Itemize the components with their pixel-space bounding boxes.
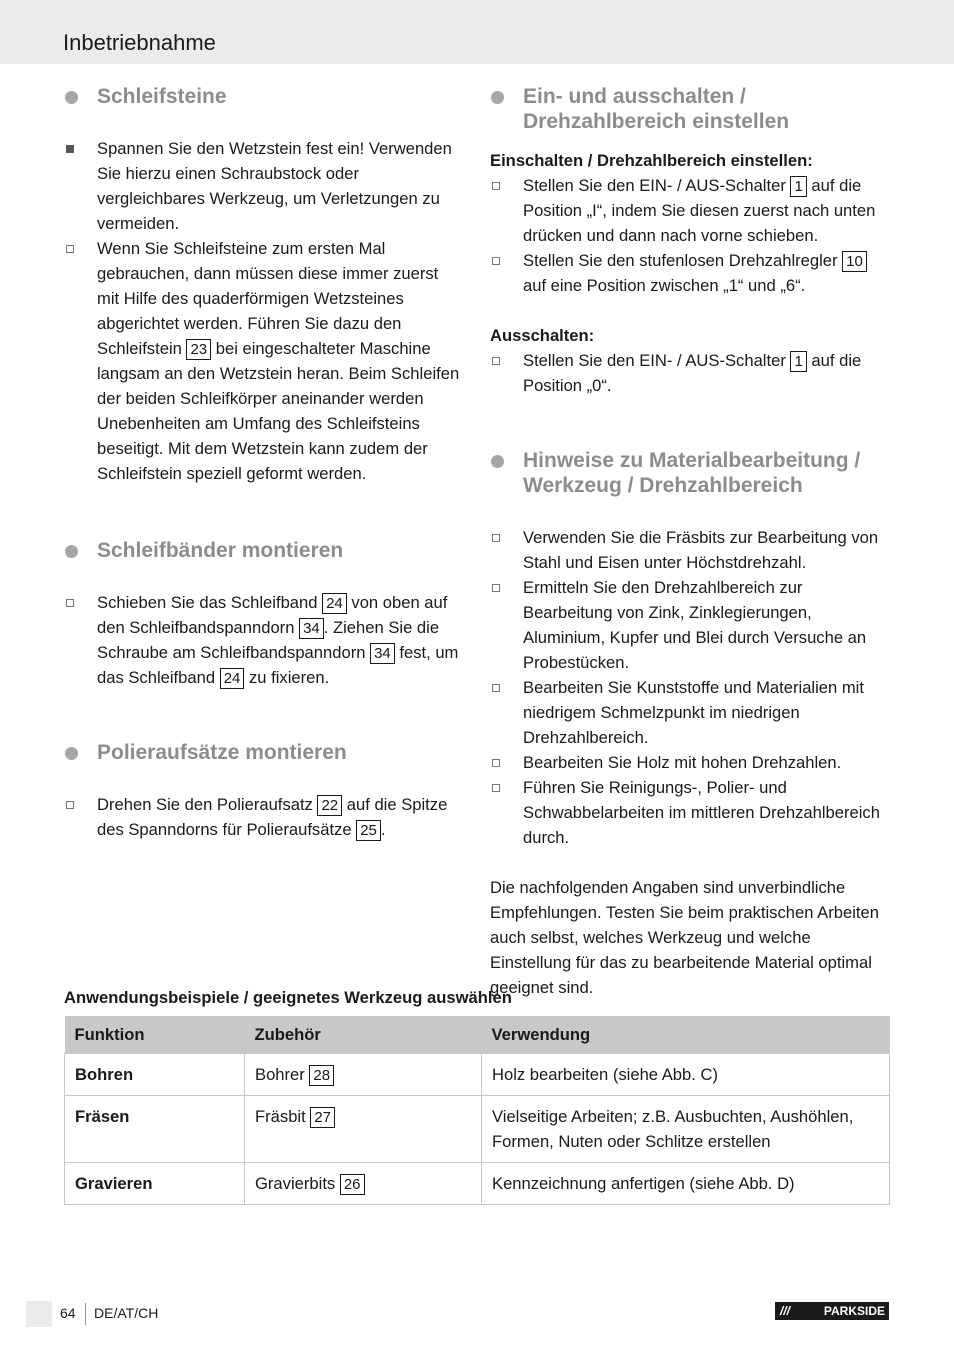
- part-ref: 24: [220, 668, 245, 689]
- column-header: Verwendung: [482, 1016, 890, 1054]
- page-header: [0, 0, 954, 64]
- bullet-dot-icon: [491, 91, 504, 104]
- page-title: Inbetriebnahme: [63, 30, 216, 55]
- part-ref: 23: [186, 339, 211, 360]
- list-item: Verwenden Sie die Fräsbits zur Bearbeitung von Stahl und Eisen unter Höchstdrehzahl.: [490, 525, 890, 575]
- square-bullet-icon: [492, 534, 500, 542]
- left-column: [64, 84, 464, 842]
- list-item: Stellen Sie den EIN- / AUS-Schalter 1 auf die Position „0“.: [490, 348, 890, 398]
- filled-square-bullet-icon: [66, 145, 74, 153]
- subheading-ausschalten: Ausschalten:: [490, 326, 595, 345]
- list-schleifsteine: [64, 136, 464, 486]
- right-column: [490, 84, 890, 1000]
- part-ref: 1: [790, 351, 806, 372]
- square-bullet-icon: [492, 182, 500, 190]
- cell-funktion: Bohren: [65, 1054, 245, 1096]
- part-ref: 22: [317, 795, 342, 816]
- part-ref: 28: [309, 1065, 334, 1086]
- part-ref: 25: [356, 820, 381, 841]
- cell-zubehoer: Fräsbit 27: [245, 1096, 482, 1163]
- subheading-einschalten: Einschalten / Drehzahlbereich einstellen:: [490, 151, 813, 170]
- table-row: [65, 1163, 890, 1205]
- column-header: Zubehör: [245, 1016, 482, 1054]
- list-item: Wenn Sie Schleifsteine zum ersten Mal gebrauchen, dann müssen diese immer zuerst mit Hilfe des quaderförmigen Wetzsteines abgerichtet werden. Führen Sie dazu den Schleifstein 23 bei eingeschalteter Maschine langsam an den Wetzstein heran. Beim Schleifen der beiden Schleifkörper aneinander werden Unebenheiten am Umfang des Schleifsteins beseitigt. Mit dem Wetzstein kann zudem der Schleifstein speziell geformt werden.: [64, 236, 464, 486]
- part-ref: 27: [310, 1107, 335, 1128]
- part-ref: 24: [322, 593, 347, 614]
- bullet-dot-icon: [65, 747, 78, 760]
- list-item: Spannen Sie den Wetzstein fest ein! Verwenden Sie hierzu einen Schraubstock oder vergleichbares Werkzeug, um Verletzungen zu vermeiden.: [64, 136, 464, 236]
- cell-zubehoer: Bohrer 28: [245, 1054, 482, 1096]
- footer-language: DE/AT/CH: [94, 1305, 159, 1321]
- square-bullet-icon: [66, 801, 74, 809]
- square-bullet-icon: [66, 245, 74, 253]
- square-bullet-icon: [492, 684, 500, 692]
- cell-zubehoer: Gravierbits 26: [245, 1163, 482, 1205]
- square-bullet-icon: [492, 759, 500, 767]
- cell-verwendung: Vielseitige Arbeiten; z.B. Ausbuchten, Aushöhlen, Formen, Nuten oder Schlitze erstellen: [482, 1096, 890, 1163]
- part-ref: 34: [370, 643, 395, 664]
- bullet-dot-icon: [491, 455, 504, 468]
- square-bullet-icon: [492, 584, 500, 592]
- footer-box: [26, 1301, 52, 1327]
- page-number: 64: [60, 1305, 76, 1321]
- cell-funktion: Gravieren: [65, 1163, 245, 1205]
- square-bullet-icon: [66, 599, 74, 607]
- part-ref: 26: [340, 1174, 365, 1195]
- table-row: [65, 1096, 890, 1163]
- footer-divider: [85, 1303, 86, 1325]
- part-ref: 34: [299, 618, 324, 639]
- list-item: Stellen Sie den stufenlosen Drehzahlregler 10 auf eine Position zwischen „1“ und „6“.: [490, 248, 890, 298]
- bullet-dot-icon: [65, 91, 78, 104]
- list-item: Schieben Sie das Schleifband 24 von oben auf den Schleifbandspanndorn 34 . Ziehen Sie die Schraube am Schleifbandspanndorn 34 fest, um das Schleifband 24 zu fixieren.: [64, 590, 464, 690]
- cell-verwendung: Kennzeichnung anfertigen (siehe Abb. D): [482, 1163, 890, 1205]
- section-heading-hinweise: Hinweise zu Materialbearbeitung / Werkzeug / Drehzahlbereich: [490, 448, 890, 498]
- list-item: Drehen Sie den Polieraufsatz 22 auf die Spitze des Spanndorns für Polieraufsätze 25 .: [64, 792, 464, 842]
- square-bullet-icon: [492, 357, 500, 365]
- table-row: [65, 1054, 890, 1096]
- parkside-logo: /// PARKSIDE: [775, 1302, 889, 1320]
- part-ref: 1: [790, 176, 806, 197]
- cell-verwendung: Holz bearbeiten (siehe Abb. C): [482, 1054, 890, 1096]
- section-heading-ein-ausschalten: Ein- und ausschalten / Drehzahlbereich einstellen: [490, 84, 890, 134]
- list-item: Stellen Sie den EIN- / AUS-Schalter 1 auf die Position „I“, indem Sie diesen zuerst nach unten drücken und dann nach vorne schieben.: [490, 173, 890, 248]
- list-item: Bearbeiten Sie Kunststoffe und Materialien mit niedrigem Schmelzpunkt im niedrigen Drehzahlbereich.: [490, 675, 890, 750]
- table-title: Anwendungsbeispiele / geeignetes Werkzeug auswählen: [64, 988, 512, 1007]
- square-bullet-icon: [492, 257, 500, 265]
- list-item: Bearbeiten Sie Holz mit hohen Drehzahlen.: [490, 750, 890, 775]
- list-item: Ermitteln Sie den Drehzahlbereich zur Bearbeitung von Zink, Zinklegierungen, Aluminium, Kupfer und Blei durch Versuche an Probestücken.: [490, 575, 890, 675]
- recommendation-paragraph: Die nachfolgenden Angaben sind unverbindliche Empfehlungen. Testen Sie beim praktischen Arbeiten auch selbst, welches Werkzeug und welche Einstellung für das zu bearbeitende Material optimal geeignet sind.: [490, 878, 879, 997]
- section-heading-polieraufsaetze: Polieraufsätze montieren: [64, 740, 464, 765]
- bullet-dot-icon: [65, 545, 78, 558]
- table-header-row: [65, 1016, 890, 1054]
- application-table: [64, 1016, 890, 1205]
- part-ref: 10: [842, 251, 867, 272]
- list-item: Führen Sie Reinigungs-, Polier- und Schwabbelarbeiten im mittleren Drehzahlbereich durch.: [490, 775, 890, 850]
- cell-funktion: Fräsen: [65, 1096, 245, 1163]
- section-heading-schleifsteine: Schleifsteine: [64, 84, 464, 109]
- square-bullet-icon: [492, 784, 500, 792]
- list-hinweise: [490, 525, 890, 850]
- section-heading-schleifbaender: Schleifbänder montieren: [64, 538, 464, 563]
- column-header: Funktion: [65, 1016, 245, 1054]
- logo-stripes-icon: ///: [780, 1304, 791, 1318]
